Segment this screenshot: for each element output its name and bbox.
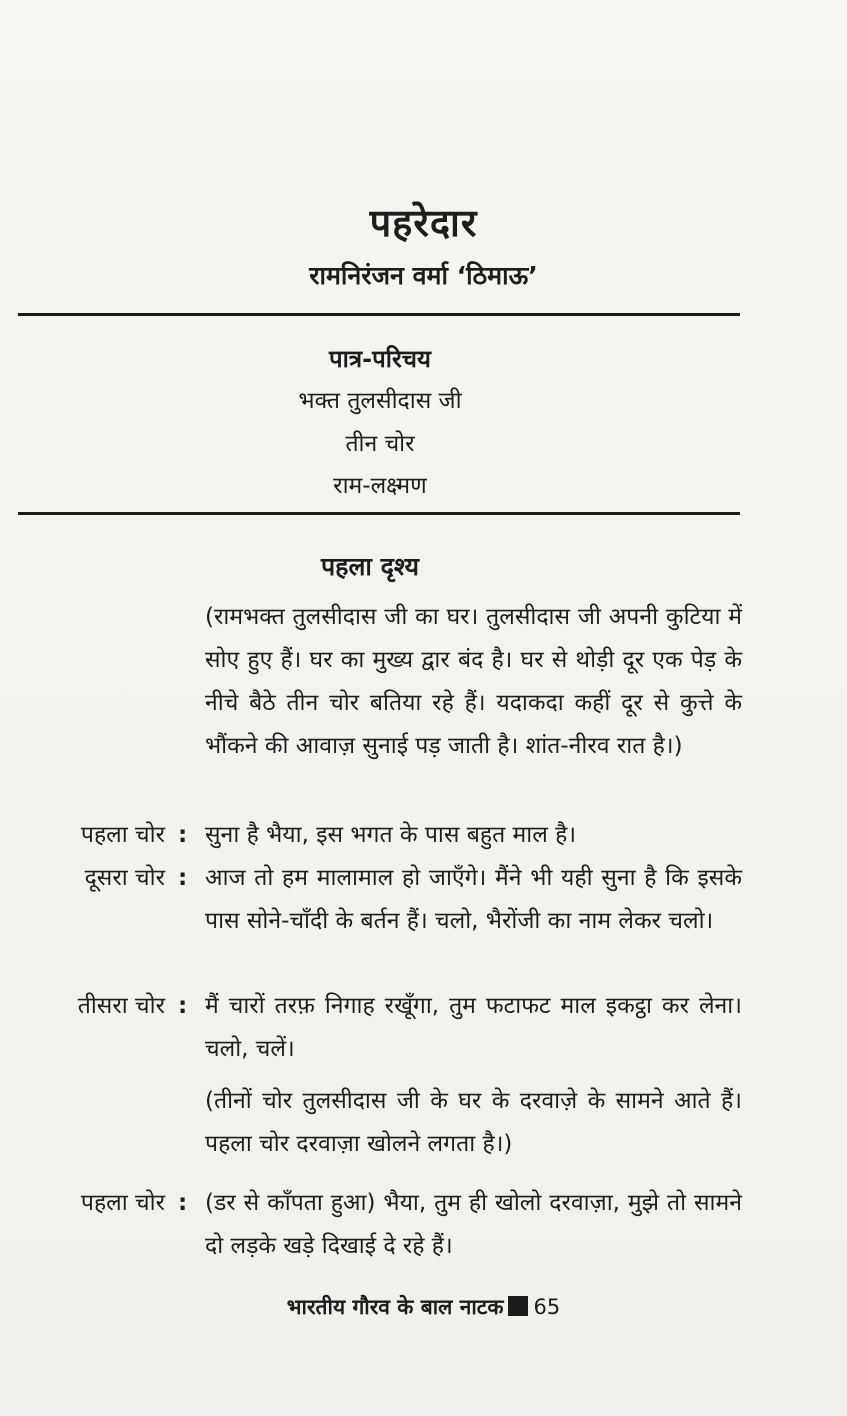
dialogue-colon: : xyxy=(178,822,188,848)
dialogue-text: आज तो हम मालामाल हो जाएँगे। मैंने भी यही सुना है कि इसके पास सोने-चाँदी के बर्तन हैं। चलो, भैरोंजी का नाम लेकर चलो। xyxy=(205,865,742,934)
cast-heading: पात्र-परिचय xyxy=(329,345,431,373)
page-number: 65 xyxy=(533,1295,561,1319)
square-bullet-icon xyxy=(508,1296,528,1316)
scene-heading: पहला दृश्य xyxy=(320,552,419,581)
cast-item: भक्त तुलसीदास जी xyxy=(298,388,462,414)
play-author: रामनिरंजन वर्मा ‘ठिमाऊ’ xyxy=(309,261,538,290)
play-title: पहरेदार xyxy=(369,201,478,245)
dialogue-speaker: दूसरा चोर xyxy=(84,865,165,891)
cast-item: राम-लक्ष्मण xyxy=(333,473,427,499)
stage-direction: (तीनों चोर तुलसीदास जी के घर के दरवाज़े के सामने आते हैं। पहला चोर दरवाज़ा खोलने लगता है।) xyxy=(205,1088,742,1157)
top-divider xyxy=(18,313,740,316)
dialogue-text: (डर से काँपता हुआ) भैया, तुम ही खोलो दरवाज़ा, मुझे तो सामने दो लड़के खड़े दिखाई दे रहे हैं। xyxy=(205,1190,742,1259)
dialogue-text: मैं चारों तरफ़ निगाह रखूँगा, तुम फटाफट माल इकट्ठा कर लेना। चलो, चलें। xyxy=(205,993,742,1062)
bottom-divider xyxy=(18,512,740,515)
footer-book-title: भारतीय गौरव के बाल नाटक xyxy=(286,1295,504,1319)
dialogue-speaker: पहला चोर xyxy=(80,822,165,848)
dialogue-colon: : xyxy=(178,993,188,1019)
stage-direction: (रामभक्त तुलसीदास जी का घर। तुलसीदास जी अपनी कुटिया में सोए हुए हैं। घर का मुख्य द्वार बंद है। घर से थोड़ी दूर एक पेड़ के नीचे बैठे तीन चोर बतिया रहे हैं। यदाकदा कहीं दूर से कुत्ते के भौंकने की आवाज़ सुनाई पड़ जाती है। शांत-नीरव रात है।) xyxy=(205,604,742,759)
cast-item: तीन चोर xyxy=(345,431,415,457)
dialogue-speaker: तीसरा चोर xyxy=(77,993,165,1019)
dialogue-colon: : xyxy=(178,1190,188,1216)
dialogue-colon: : xyxy=(178,865,188,891)
dialogue-speaker: पहला चोर xyxy=(80,1190,165,1216)
dialogue-text: सुना है भैया, इस भगत के पास बहुत माल है। xyxy=(205,822,577,848)
page-footer xyxy=(0,1293,847,1321)
